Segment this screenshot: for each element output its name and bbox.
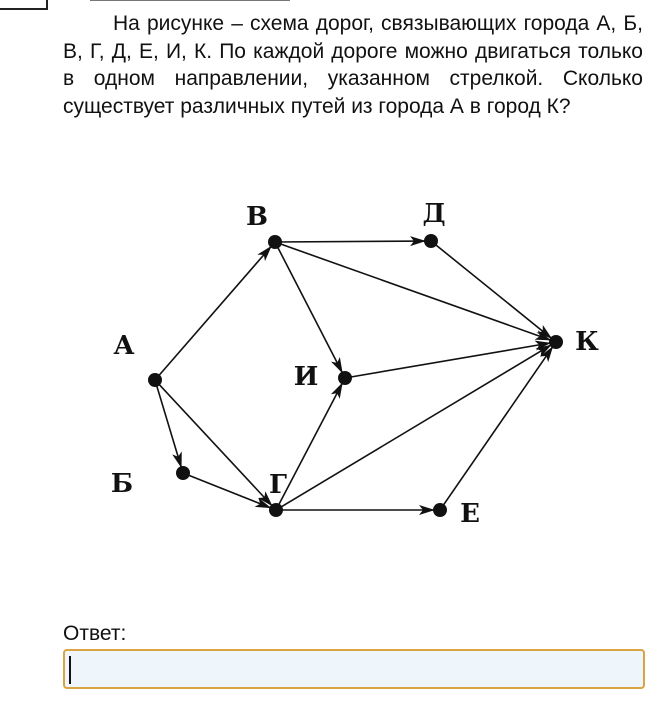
edge-V-K: [275, 242, 550, 340]
edge-I-K: [345, 343, 550, 378]
answer-label: Ответ:: [63, 622, 127, 645]
node-A: [148, 373, 162, 387]
node-label-D: Д: [422, 199, 446, 229]
node-label-E: Е: [460, 499, 480, 529]
node-label-B: Б: [110, 469, 134, 499]
node-D: [424, 234, 438, 248]
node-E: [433, 503, 447, 517]
node-label-V: В: [246, 202, 268, 232]
edge-A-G: [155, 380, 272, 506]
node-label-A: А: [113, 331, 135, 361]
node-label-I: И: [293, 362, 319, 392]
edge-E-K: [440, 347, 553, 510]
node-V: [268, 235, 282, 249]
edge-A-V: [155, 247, 271, 380]
top-divider: [90, 0, 290, 1]
node-K: [549, 335, 563, 349]
edge-V-D: [275, 241, 425, 242]
node-label-G: Г: [269, 470, 287, 500]
edge-D-K: [431, 241, 551, 338]
node-B: [176, 466, 190, 480]
node-I: [338, 371, 352, 385]
road-diagram: [0, 180, 663, 540]
node-label-K: К: [575, 327, 599, 357]
question-text: На рисунке – схема дорог, связывающих города А, Б, В, Г, Д, Е, И, К. По каждой дороге можно двигаться только в одном направлении, указанном стрелкой. Сколько существует различных путей из города А в город К?: [63, 12, 643, 118]
text-caret: [69, 656, 71, 684]
node-G: [269, 503, 283, 517]
corner-frame: [0, 0, 48, 10]
answer-input[interactable]: [63, 649, 645, 689]
